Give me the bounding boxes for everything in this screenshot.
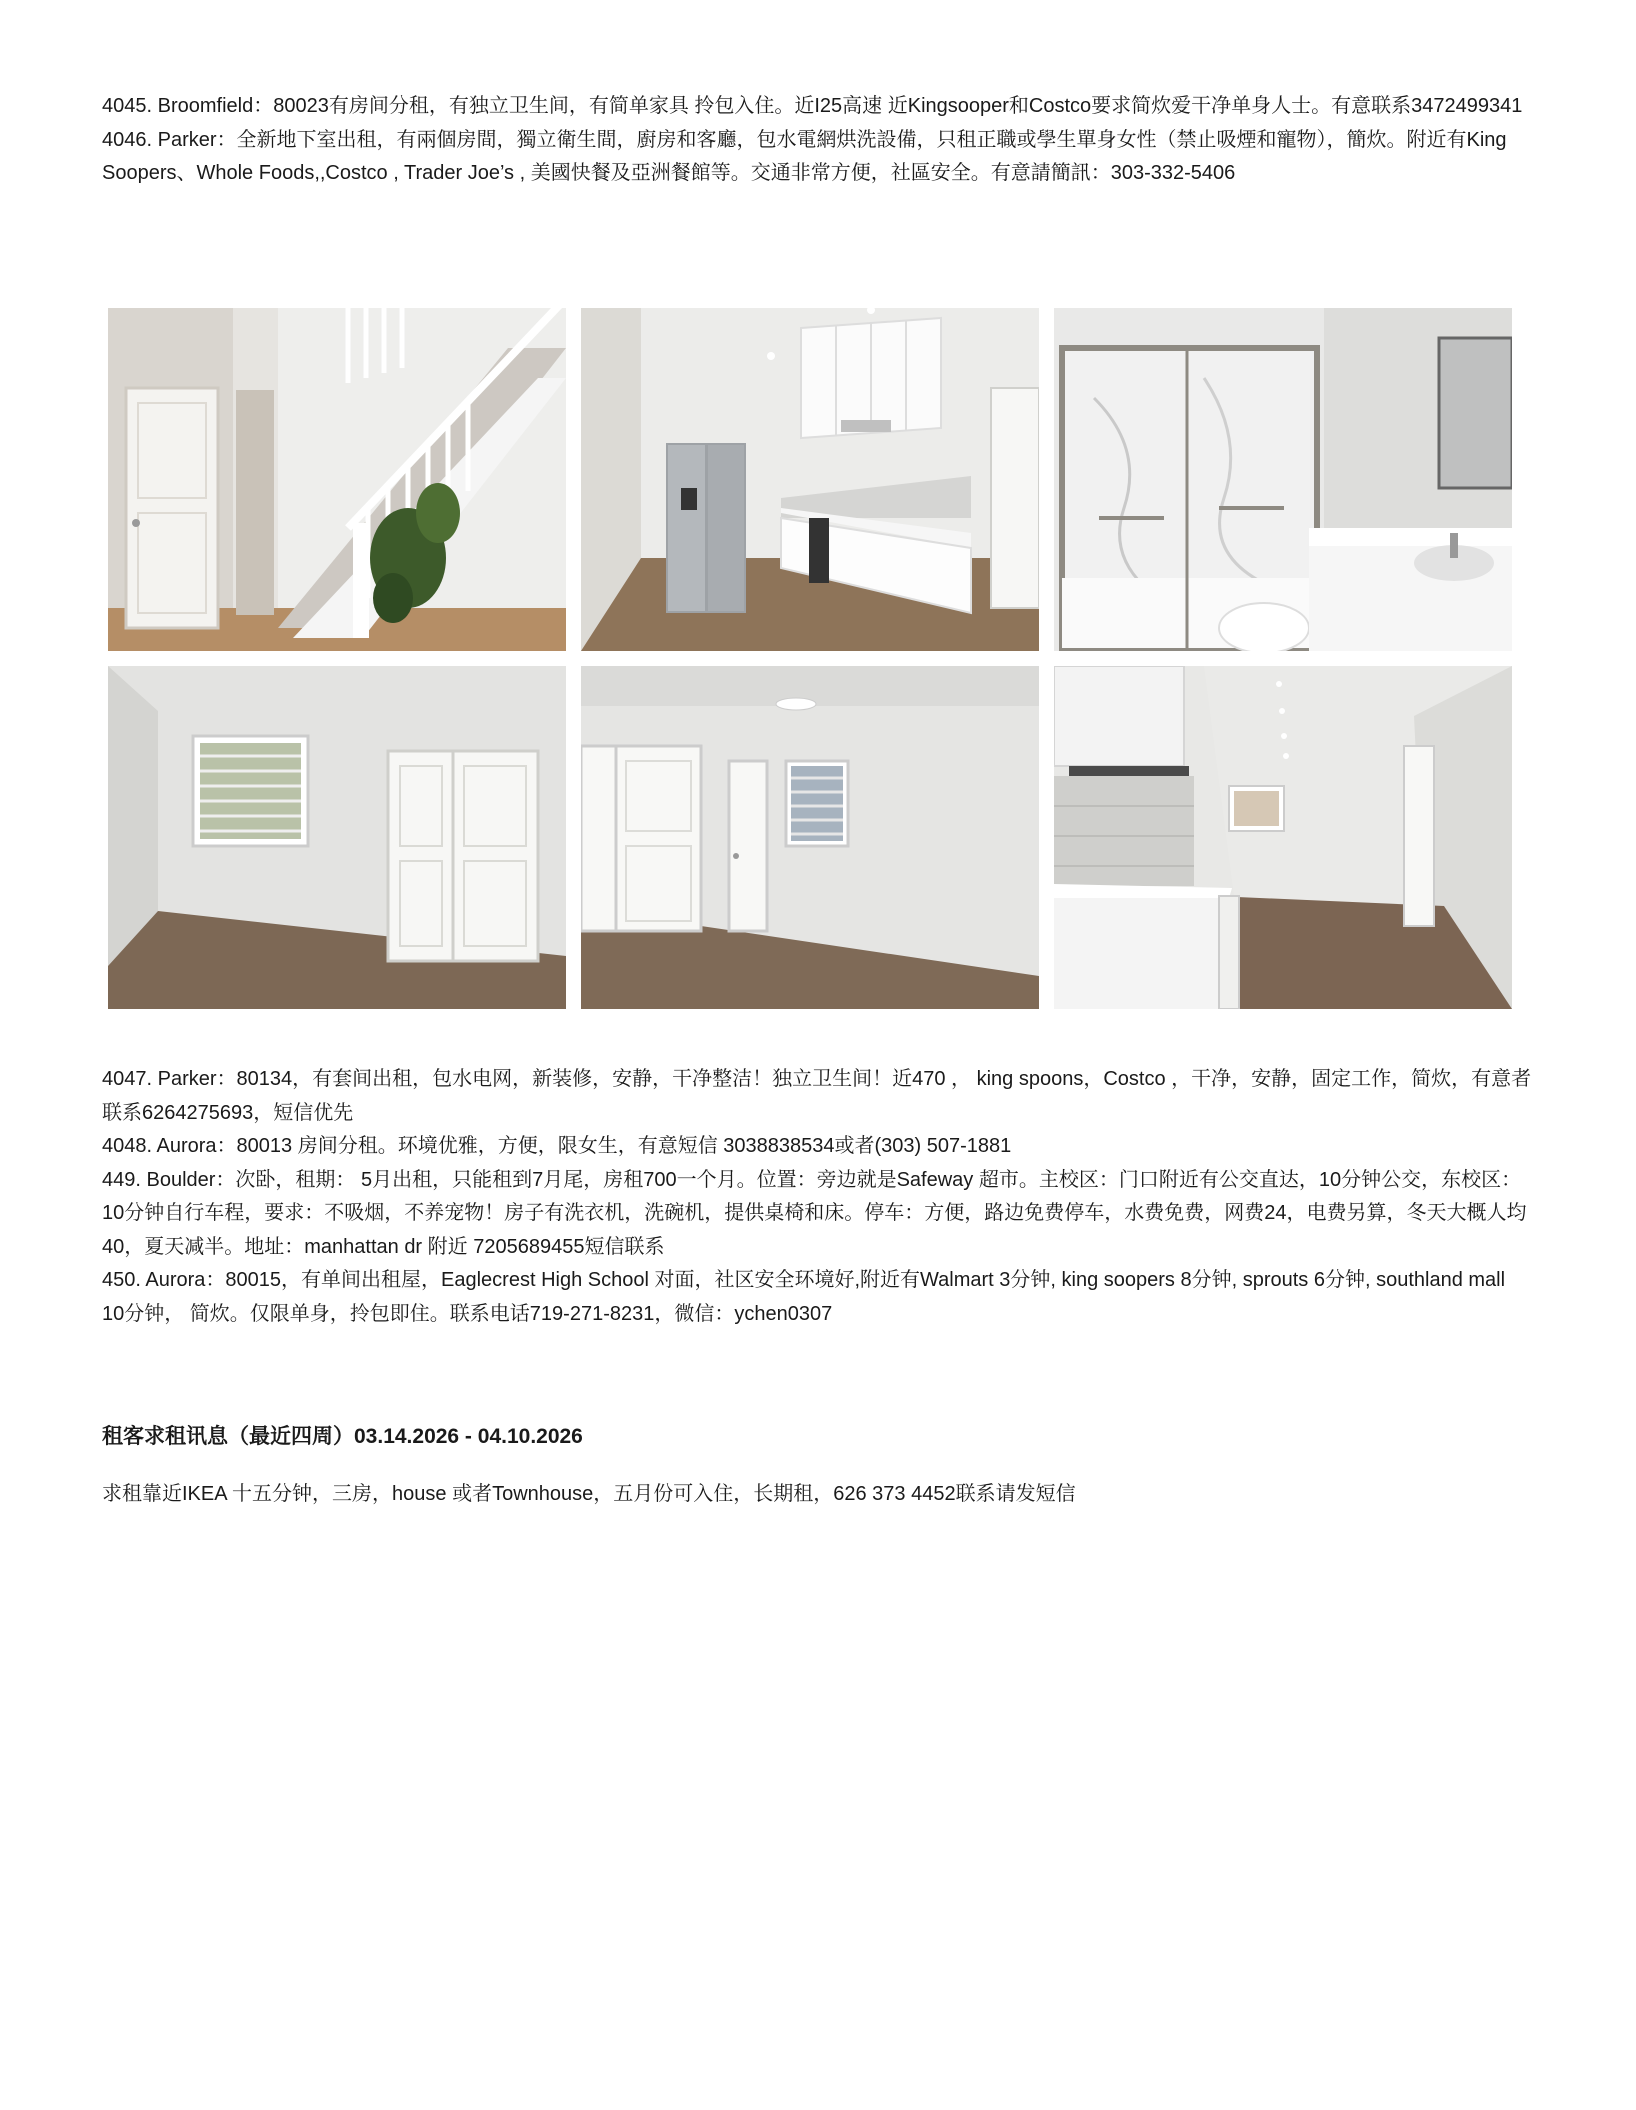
listing-4045: 4045. Broomfield：80023有房间分租，有独立卫生间，有简单家具 拎包入住。近I25高速 近Kingsooper和Costco要求简炊爱干净单身人士。有意联系3472499341 (102, 95, 1523, 117)
wanted-entries (102, 1478, 1532, 1511)
photo-kitchen (581, 308, 1039, 651)
photo-bathroom (1054, 308, 1512, 651)
photo-bedroom-window (108, 666, 566, 1009)
photo-hallway-staircase (108, 308, 566, 651)
listings-bottom (102, 1063, 1532, 1331)
listings-top (102, 90, 1532, 191)
listing-4046: 4046. Parker：全新地下室出租，有兩個房間，獨立衛生間，廚房和客廳，包水電網烘洗設備，只租正職或學生單身女性（禁止吸煙和寵物），簡炊。附近有King Soopers、Whole Foods,,Costco , Trader Joe’s , 美國快餐及亞洲餐館等。交通非常方便，社區安全。有意請簡訊：303-332-5406 (102, 128, 1507, 184)
listing-4048: 4048. Aurora：80013 房间分租。环境优雅，方便，限女生，有意短信 3038838534或者(303) 507-1881 (102, 1135, 1012, 1157)
wanted-entry: 求租靠近IKEA 十五分钟，三房，house 或者Townhouse，五月份可入住，长期租，626 373 4452联系请发短信 (102, 1483, 1076, 1505)
listing-4047: 4047. Parker：80134，有套间出租，包水电网，新装修，安静，干净整洁！独立卫生间！近470 ， king spoons，Costco ，干净，安静，固定工作，简炊，有意者联系6264275693，短信优先 (102, 1068, 1532, 1124)
photo-living-kitchen (1054, 666, 1512, 1009)
listing-449: 449. Boulder：次卧，租期： 5月出租，只能租到7月尾，房租700一个月。位置：旁边就是Safeway 超市。主校区：门口附近有公交直达，10分钟公交，东校区：10分钟自行车程，要求：不吸烟，不养宠物！房子有洗衣机，洗碗机，提供桌椅和床。停车：方便，路边免费停车，水费免费，网费24，电费另算，冬天大概人均40，夏天减半。地址：manhattan dr 附近 7205689455短信联系 (102, 1168, 1527, 1258)
listing-450: 450. Aurora：80015，有单间出租屋，Eaglecrest High School 对面，社区安全环境好,附近有Walmart 3分钟, king soopers 8分钟, sprouts 6分钟, southland mall 10分钟， 简炊。仅限单身，拎包即住。联系电话719-271-8231，微信：ychen0307 (102, 1269, 1506, 1325)
photo-bedroom-closet (581, 666, 1039, 1009)
wanted-section-heading: 租客求租讯息（最近四周）03.14.2026 - 04.10.2026 (102, 1425, 583, 1448)
listing-photo-grid (108, 308, 1512, 1008)
